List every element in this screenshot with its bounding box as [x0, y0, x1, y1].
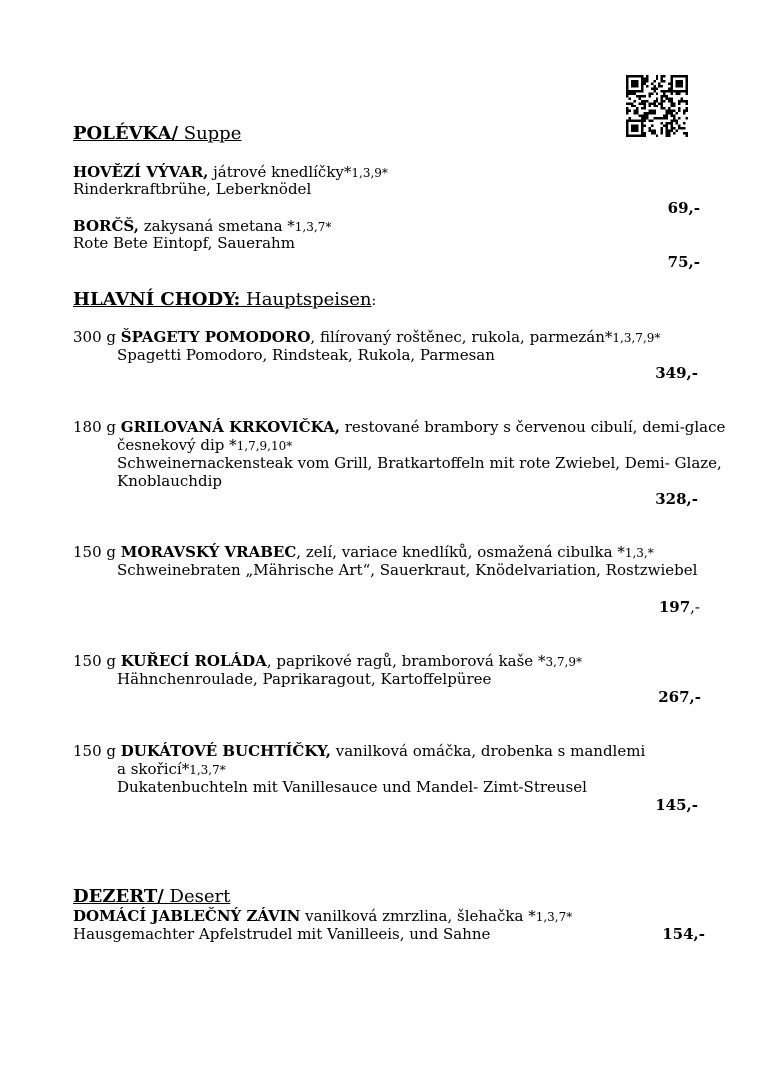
menu-item-line	[73, 328, 660, 347]
menu-item-line	[73, 543, 654, 562]
dish-name: GRILOVANÁ KRKOVIČKA,	[120, 418, 340, 436]
menu-item-line	[73, 418, 725, 436]
menu-item-line	[117, 436, 292, 455]
dish-price: 75,-	[667, 253, 700, 271]
dish-translation: Rote Bete Eintopf, Sauerahm	[73, 234, 295, 252]
allergen-codes: 3,7,9*	[545, 655, 582, 669]
dish-translation: Spagetti Pomodoro, Rindsteak, Rukola, Parmesan	[117, 346, 495, 364]
allergen-codes: 1,3,7*	[294, 220, 332, 234]
dish-name: MORAVSKÝ VRABEC	[120, 543, 297, 561]
allergen-codes: 1,3,7*	[189, 763, 226, 777]
dish-price: 154,-	[662, 925, 705, 943]
allergen-codes: 1,3,7,9*	[612, 331, 661, 345]
dish-translation: Hähnchenroulade, Paprikaragout, Kartoffelpüree	[117, 670, 492, 688]
dish-translation: Hausgemachter Apfelstrudel mit Vanilleeis, und Sahne	[73, 925, 491, 943]
dish-name: BORČŠ,	[73, 217, 139, 235]
dish-name: HOVĚZÍ VÝVAR,	[73, 163, 209, 181]
allergen-codes: 1,3,7*	[535, 910, 573, 924]
dish-translation: Schweinernackensteak vom Grill, Bratkartoffeln mit rote Zwiebel, Demi- Glaze,	[117, 454, 722, 472]
allergen-codes: 1,3,9*	[351, 166, 388, 180]
dish-description: restované brambory s červenou cibulí, demi-glace	[339, 418, 726, 436]
dish-weight: 300 g	[73, 328, 121, 346]
dish-description: a skořicí*	[117, 760, 190, 778]
dish-name: DUKÁTOVÉ BUCHTÍČKY,	[120, 742, 331, 760]
dish-price: 69,-	[667, 199, 700, 217]
dish-name: DOMÁCÍ JABLEČNÝ ZÁVIN	[73, 907, 301, 925]
dish-price: 145,-	[655, 796, 698, 814]
menu-item-line	[73, 907, 572, 926]
dish-description: , zelí, variace knedlíků, osmažená cibulka *	[296, 543, 625, 561]
allergen-codes: 1,7,9,10*	[236, 439, 293, 453]
dish-description: , paprikové ragů, bramborová kaše *	[266, 652, 546, 670]
dish-translation: Rinderkraftbrühe, Leberknödel	[73, 180, 312, 198]
dish-weight: 180 g	[73, 418, 121, 436]
section-heading-mains: HLAVNÍ CHODY: Hauptspeisen:	[73, 289, 377, 310]
dish-weight: 150 g	[73, 543, 121, 561]
dish-description: česnekový dip *	[117, 436, 237, 454]
section-heading-dessert: DEZERT/ Desert	[73, 886, 231, 907]
dish-description: , filírovaný roštěnec, rukola, parmezán*	[310, 328, 613, 346]
menu-item-line	[73, 652, 582, 671]
dish-name: KUŘECÍ ROLÁDA	[120, 652, 267, 670]
section-heading-soups: POLÉVKA/ Suppe	[73, 123, 242, 144]
dish-name: ŠPAGETY POMODORO	[120, 328, 311, 346]
dish-price: 349,-	[655, 364, 698, 382]
dish-description: vanilková omáčka, drobenka s mandlemi	[331, 742, 646, 760]
dish-price: 197,-	[658, 598, 700, 616]
dish-translation: Dukatenbuchteln mit Vanillesauce und Mandel- Zimt-Streusel	[117, 778, 587, 796]
menu-item-line	[73, 742, 645, 760]
dish-description: vanilková zmrzlina, šlehačka *	[300, 907, 536, 925]
dish-description: zakysaná smetana *	[138, 217, 295, 235]
dish-weight: 150 g	[73, 742, 121, 760]
dish-price: 267,-	[658, 688, 701, 706]
dish-translation: Schweinebraten „Mährische Art“, Sauerkraut, Knödelvariation, Rostzwiebel	[117, 561, 698, 579]
qr-code-image	[626, 75, 688, 137]
allergen-codes: 1,3,*	[624, 546, 654, 560]
dish-description: játrové knedlíčky*	[208, 163, 352, 181]
dish-price: 328,-	[655, 490, 698, 508]
dish-weight: 150 g	[73, 652, 121, 670]
menu-item-line	[117, 760, 226, 779]
dish-translation: Knoblauchdip	[117, 472, 222, 490]
